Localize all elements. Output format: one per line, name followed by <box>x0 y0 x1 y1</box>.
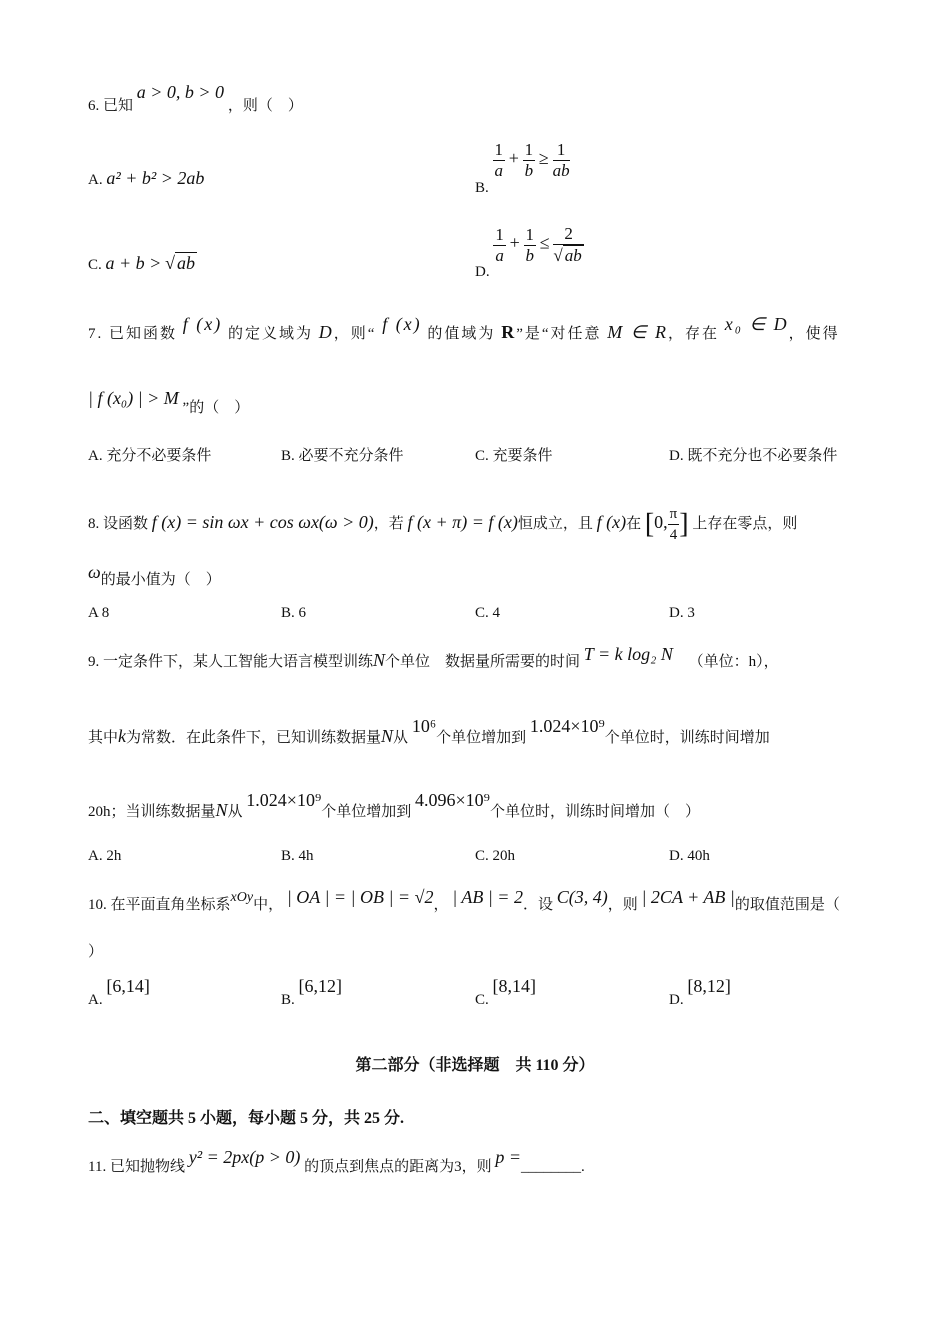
q9-stem-line2: 其中k为常数．在此条件下，已知训练数据量N从 10⁶个单位增加到 1.024×10⁹个单位时，训练时间增加 <box>88 716 770 746</box>
q6-b-plus: + <box>508 147 519 168</box>
q10-condition-2: | AB | = 2 <box>452 887 523 907</box>
q6-option-b-label: B. <box>475 179 489 196</box>
q8-interval-left: 0, <box>654 511 668 532</box>
q6-b-frac2: $\frac{1}{b}$ <box>524 140 534 180</box>
q6-d-frac3: $\frac{2}{√ ab}$ <box>553 224 582 265</box>
q6-d-frac2: $\frac{1}{b}$ <box>525 224 534 265</box>
q10-option-a-value: [6,14] <box>106 976 150 996</box>
q11-stem: 11. 已知抛物线 y² = 2px(p > 0) 的顶点到焦点的距离为3，则 p =________. <box>88 1147 585 1175</box>
q9-value-2: 1.024×10⁹ <box>529 716 605 736</box>
q6-option-d <box>475 224 584 281</box>
q9-value-4: 4.096×10⁹ <box>415 790 490 810</box>
section-two-heading: 二、填空题共 5 小题，每小题 5 分，共 25 分. <box>88 1110 405 1127</box>
q10-option-b: B. [6,12] <box>281 976 343 1008</box>
q9-option-c: C. 20h <box>475 848 516 864</box>
q11-answer-blank[interactable]: ________. <box>521 1159 585 1175</box>
q10-option-a: A. [6,14] <box>88 976 150 1008</box>
q7-option-b: B. 必要不充分条件 <box>281 448 404 464</box>
q8-period-equation: f (x + π) = f (x) <box>407 511 518 532</box>
q6-option-c-math: a + b > <box>105 253 162 273</box>
q9-option-d: D. 40h <box>669 848 710 864</box>
q8-fx: f (x) <box>596 511 627 532</box>
q10-option-c: C. [8,14] <box>475 976 537 1008</box>
q6-d-relation: ≤ <box>539 232 550 253</box>
q10-stem-line1: 10. 在平面直角坐标系xOy中， | OA | = | OB | = √2， | AB | = 2．设 C(3, 4)，则 | 2CA + AB |的取值范围是（ <box>88 887 840 913</box>
q9-value-1: 10⁶ <box>411 716 437 736</box>
q9-value-3: 1.024×10⁹ <box>246 790 322 810</box>
q10-condition-1: | OA | = | OB | = √2 <box>286 887 434 907</box>
q8-option-a: A 8 <box>88 605 110 621</box>
q10-option-b-value: [6,12] <box>298 976 343 996</box>
q8-function: f (x) = sin ωx + cos ωx(ω > 0) <box>151 511 374 532</box>
q8-omega: ω <box>88 562 101 582</box>
q6-d-frac1: $\frac{1}{a}$ <box>495 224 504 265</box>
q10-vector-expression: | 2CA + AB | <box>641 887 735 907</box>
q6-option-c-label: C. <box>88 257 102 273</box>
q8-stem-line1: 8. 设函数 f (x) = sin ωx + cos ωx(ω > 0)，若 f (x + π) = f (x)恒成立，且 f (x)在 [0, $\frac{\pi}{4}$ ] 上存在零点，则 <box>88 506 798 543</box>
q6-option-a-math: a² + b² > 2ab <box>106 168 205 188</box>
q6-stem-tail: ，则（ ） <box>227 98 303 114</box>
q8-interval-frac: $\frac{\pi}{4}$ <box>669 506 678 543</box>
q6-option-b <box>475 140 570 196</box>
q7-option-a: A. 充分不必要条件 <box>88 448 212 464</box>
q6-condition: a > 0, b > 0 <box>136 82 225 102</box>
q6-option-c: C. a + b > √ ab <box>88 253 195 273</box>
q7-fx-2: f (x) <box>382 314 422 334</box>
q7-m-in-r: M ∈ R <box>607 322 668 342</box>
q7-fx: f (x) <box>182 314 223 334</box>
q7-option-d: D. 既不充分也不必要条件 <box>669 448 838 464</box>
q9-stem-line1: 9. 一定条件下，某人工智能大语言模型训练N个单位 数据量所需要的时间 T = k log₂ N （单位：h）， <box>88 644 779 670</box>
q11-parabola-equation: y² = 2px(p > 0) <box>188 1147 301 1167</box>
q6-option-d-label: D. <box>475 264 490 281</box>
q10-xoy: xOy <box>230 890 254 905</box>
q10-point-c: C(3, 4) <box>556 887 608 907</box>
q6-option-a <box>88 168 204 190</box>
q11-p: p = <box>495 1147 522 1167</box>
q6-b-relation: ≥ <box>538 147 549 168</box>
q10-option-c-value: [8,14] <box>492 976 537 996</box>
q10-stem-line2: ） <box>88 944 104 960</box>
q9-stem-line3: 20h；当训练数据量N从 1.024×10⁹个单位增加到 4.096×10⁹个单位时，训练时间增加（ ） <box>88 790 700 820</box>
q7-stem-line1: 7. 已知函数 f (x) 的定义域为 D，则“ f (x) 的值域为 R”是“对任意 M ∈ R，存在 x₀ ∈ D，使得 <box>88 314 840 342</box>
q6-option-c-sqrt: ab <box>176 253 195 273</box>
q6-stem <box>88 82 303 116</box>
q8-option-b: B. 6 <box>281 605 307 621</box>
q7-condition: | f (x₀) | > M <box>88 388 179 408</box>
q7-stem-line2: | f (x₀) | > M ”的（ ） <box>88 388 250 416</box>
q7-option-c: C. 充要条件 <box>475 448 553 464</box>
q10-option-d: D. [8,12] <box>669 976 731 1008</box>
q8-option-d: D. 3 <box>669 605 695 621</box>
q9-option-b: B. 4h <box>281 848 314 864</box>
q6-d-plus: + <box>509 232 520 253</box>
q8-stem-line2: ω的最小值为（ ） <box>88 562 221 588</box>
q9-formula: T = k log₂ N <box>583 644 673 664</box>
q9-option-a: A. 2h <box>88 848 122 864</box>
q8-option-c: C. 4 <box>475 605 501 621</box>
q6-b-frac3: $\frac{1}{ab}$ <box>552 140 570 180</box>
q6-option-a-label: A. <box>88 172 103 188</box>
q10-option-d-value: [8,12] <box>687 976 731 996</box>
q6-stem-text: 6. 已知 <box>88 98 134 114</box>
q6-b-frac1: $\frac{1}{a}$ <box>494 140 504 180</box>
q7-domain-d: D <box>318 322 334 342</box>
q7-real-set: R <box>501 322 517 342</box>
part-two-heading: 第二部分（非选择题 共 110 分） <box>355 1057 595 1074</box>
q7-x0-in-d: x₀ ∈ D <box>724 314 789 334</box>
